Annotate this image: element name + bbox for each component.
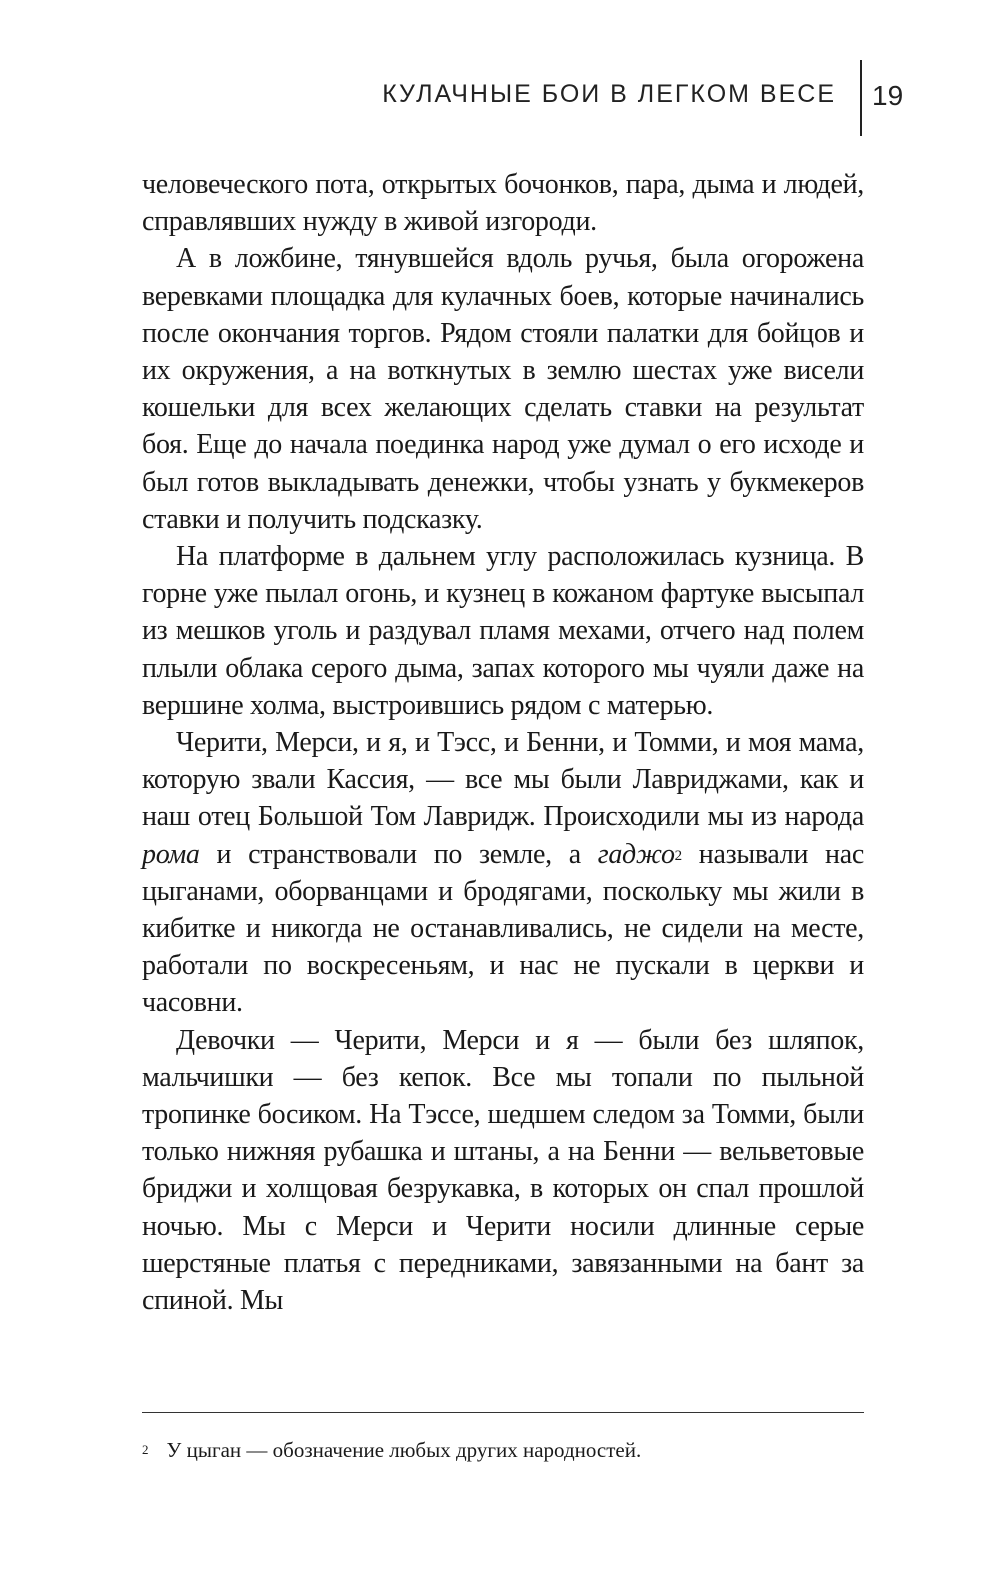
term-roma: рома <box>142 838 200 870</box>
paragraph-2: А в ложбине, тянувшейся вдоль ручья, была огорожена веревками площадка для кулачных боев, которые начинались после окончания торгов. Рядом стояли палатки для бойцов и их окружения, а на воткнутых в землю шестах уже висели кошельки для всех желающих сделать ставки на результат боя. Еще до начала поединка народ уже думал о его исходе и был готов выкладывать денежки, чтобы узнать у букмекеров ставки и получить подсказку. <box>142 243 864 535</box>
header-divider <box>860 60 862 136</box>
footnote-mark: 2 <box>142 1442 149 1457</box>
page-number: 19 <box>872 80 904 111</box>
paragraph-4-part-a: Черити, Мерси, и я, и Тэсс, и Бенни, и Томми, и моя мама, которую звали Кассия, — все мы были Лавриджами, как и наш отец Большой Том Лавридж. Происходили мы из народа <box>142 727 864 833</box>
footnote-reference[interactable]: 2 <box>674 847 682 864</box>
body-text <box>142 166 864 1319</box>
paragraph-4-part-b: и странствовали по земле, а <box>199 838 598 870</box>
paragraph-3: На платформе в дальнем углу расположилась кузница. В горне уже пылал огонь, и кузнец в кожаном фартуке высыпал из мешков уголь и раздувал пламя мехами, отчего над полем плыли облака серого дыма, запах которого мы чуяли даже на вершине холма, выстроившись рядом с матерью. <box>142 541 864 721</box>
paragraph-1: человеческого пота, открытых бочонков, пара, дыма и людей, справлявших нужду в живой изгороди. <box>142 169 864 238</box>
paragraph-4-part-c: называли нас цыганами, оборванцами и бродягами, поскольку мы жили в кибитке и никогда не останавливались, не сидели на месте, работали по воскресеньям, и нас не пускали в церкви и часовни. <box>142 838 864 1019</box>
paragraph-5: Девочки — Черити, Мерси и я — были без шляпок, мальчишки — без кепок. Все мы топали по пыльной тропинке босиком. На Тэссе, шедшем следом за Томми, были только нижняя рубашка и штаны, а на Бенни — вельветовые бриджи и холщовая безрукавка, в которых он спал прошлой ночью. Мы с Мерси и Черити носили длинные серые шерстяные платья с передниками, завязанными на бант за спиной. Мы <box>142 1024 864 1317</box>
running-title: КУЛАЧНЫЕ БОИ В ЛЕГКОМ ВЕСЕ <box>382 80 836 108</box>
footnote-divider <box>142 1412 864 1413</box>
paragraph-4 <box>142 724 864 1022</box>
term-gadzho: гаджо <box>597 838 675 870</box>
footnote <box>142 1436 864 1464</box>
footnote-text: У цыган — обозначение любых других народностей. <box>166 1438 642 1462</box>
